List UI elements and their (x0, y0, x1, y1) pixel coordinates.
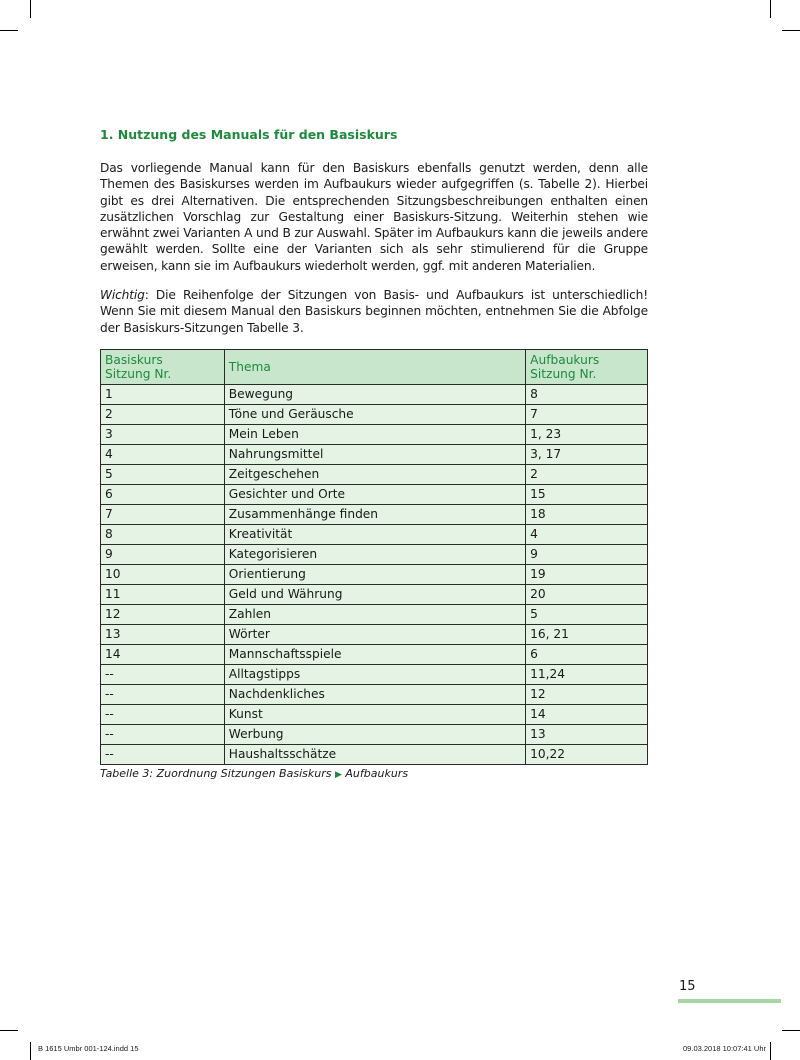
cell-aufbaukurs-nr: 6 (526, 645, 648, 665)
header-thema: Thema (224, 350, 525, 385)
cell-aufbaukurs-nr: 10,22 (526, 745, 648, 765)
table-row (101, 485, 648, 505)
cell-thema: Kategorisieren (224, 545, 525, 565)
important-label: Wichtig (100, 288, 145, 302)
cell-aufbaukurs-nr: 1, 23 (526, 425, 648, 445)
cell-aufbaukurs-nr: 19 (526, 565, 648, 585)
cell-basiskurs-nr: -- (101, 685, 225, 705)
cell-thema: Wörter (224, 625, 525, 645)
cell-basiskurs-nr: -- (101, 665, 225, 685)
cell-basiskurs-nr: 2 (101, 405, 225, 425)
table-row (101, 405, 648, 425)
session-mapping-table (100, 349, 648, 765)
crop-mark (0, 30, 18, 31)
table-row (101, 625, 648, 645)
table-header-row (101, 350, 648, 385)
table-row (101, 585, 648, 605)
header-aufbaukurs: Aufbaukurs Sitzung Nr. (526, 350, 648, 385)
table-row (101, 385, 648, 405)
cell-aufbaukurs-nr: 20 (526, 585, 648, 605)
cell-aufbaukurs-nr: 9 (526, 545, 648, 565)
cell-thema: Zusammenhänge finden (224, 505, 525, 525)
table-row (101, 725, 648, 745)
cell-thema: Gesichter und Orte (224, 485, 525, 505)
page-number: 15 (679, 979, 696, 994)
cell-aufbaukurs-nr: 5 (526, 605, 648, 625)
cell-aufbaukurs-nr: 14 (526, 705, 648, 725)
table-caption: Tabelle 3: Zuordnung Sitzungen Basiskurs ▶ Aufbaukurs (100, 767, 409, 780)
cell-basiskurs-nr: 10 (101, 565, 225, 585)
cell-aufbaukurs-nr: 7 (526, 405, 648, 425)
cell-basiskurs-nr: -- (101, 705, 225, 725)
table-row (101, 605, 648, 625)
crop-mark (30, 0, 31, 18)
cell-aufbaukurs-nr: 16, 21 (526, 625, 648, 645)
cell-thema: Haushaltsschätze (224, 745, 525, 765)
cell-aufbaukurs-nr: 3, 17 (526, 445, 648, 465)
section-heading: 1. Nutzung des Manuals für den Basiskurs (100, 127, 398, 142)
crop-mark (770, 0, 771, 18)
cell-thema: Mannschaftsspiele (224, 645, 525, 665)
cell-basiskurs-nr: 8 (101, 525, 225, 545)
cell-thema: Kunst (224, 705, 525, 725)
cell-basiskurs-nr: 9 (101, 545, 225, 565)
table-row (101, 645, 648, 665)
slug-file-info: B 1615 Umbr 001-124.indd 15 (38, 1044, 139, 1053)
cell-thema: Bewegung (224, 385, 525, 405)
important-paragraph (100, 287, 648, 336)
table-row (101, 565, 648, 585)
cell-basiskurs-nr: 1 (101, 385, 225, 405)
cell-basiskurs-nr: 6 (101, 485, 225, 505)
cell-thema: Nahrungsmittel (224, 445, 525, 465)
table-row (101, 705, 648, 725)
cell-basiskurs-nr: -- (101, 745, 225, 765)
cell-thema: Zahlen (224, 605, 525, 625)
cell-aufbaukurs-nr: 2 (526, 465, 648, 485)
table-row (101, 685, 648, 705)
cell-basiskurs-nr: -- (101, 725, 225, 745)
cell-thema: Orientierung (224, 565, 525, 585)
crop-mark (782, 1030, 800, 1031)
cell-thema: Mein Leben (224, 425, 525, 445)
table-row (101, 505, 648, 525)
important-text: : Die Reihenfolge der Sitzungen von Basis- und Aufbaukurs ist unterschiedlich! Wenn Sie mit diesem Manual den Basiskurs beginnen möchten, entnehmen Sie die Abfolge der Basiskurs-Sitzungen Tabelle 3. (100, 288, 648, 335)
cell-basiskurs-nr: 4 (101, 445, 225, 465)
page-number-bar (678, 999, 781, 1003)
crop-mark (0, 1030, 18, 1031)
cell-basiskurs-nr: 7 (101, 505, 225, 525)
table-row (101, 525, 648, 545)
cell-aufbaukurs-nr: 8 (526, 385, 648, 405)
table-row (101, 425, 648, 445)
table-row (101, 745, 648, 765)
table-row (101, 665, 648, 685)
cell-basiskurs-nr: 12 (101, 605, 225, 625)
cell-aufbaukurs-nr: 12 (526, 685, 648, 705)
table-body (101, 385, 648, 765)
cell-aufbaukurs-nr: 11,24 (526, 665, 648, 685)
crop-mark (770, 1042, 771, 1060)
cell-basiskurs-nr: 13 (101, 625, 225, 645)
header-basiskurs: Basiskurs Sitzung Nr. (101, 350, 225, 385)
cell-basiskurs-nr: 14 (101, 645, 225, 665)
cell-thema: Alltagstipps (224, 665, 525, 685)
cell-aufbaukurs-nr: 4 (526, 525, 648, 545)
cell-thema: Kreativität (224, 525, 525, 545)
cell-thema: Werbung (224, 725, 525, 745)
table-row (101, 545, 648, 565)
cell-aufbaukurs-nr: 13 (526, 725, 648, 745)
triangle-arrow-icon: ▶ (334, 770, 342, 780)
cell-thema: Nachdenkliches (224, 685, 525, 705)
cell-thema: Töne und Geräusche (224, 405, 525, 425)
table-row (101, 465, 648, 485)
cell-basiskurs-nr: 3 (101, 425, 225, 445)
cell-basiskurs-nr: 11 (101, 585, 225, 605)
cell-basiskurs-nr: 5 (101, 465, 225, 485)
cell-aufbaukurs-nr: 18 (526, 505, 648, 525)
cell-thema: Zeitgeschehen (224, 465, 525, 485)
cell-thema: Geld und Währung (224, 585, 525, 605)
table-row (101, 445, 648, 465)
intro-paragraph: Das vorliegende Manual kann für den Basiskurs ebenfalls genutzt werden, denn alle Themen des Basiskurses werden im Aufbaukurs wieder aufgegriffen (s. Tabelle 2). Hierbei gibt es drei Alternativen. Die entsprechenden Sitzungsbeschreibungen enthalten einen zusätzlichen Vorschlag zur Gestaltung einer Basiskurs-Sitzung. Weiterhin stehen wie erwähnt zwei Varianten A und B zur Auswahl. Später im Aufbaukurs kann die jeweils andere gewählt werden. Sollte eine der Varianten sich als sehr stimulierend für die Gruppe erweisen, kann sie im Aufbaukurs wiederholt werden, ggf. mit anderen Materialien. (100, 161, 648, 273)
crop-mark (782, 30, 800, 31)
slug-timestamp: 09.03.2018 10:07:41 Uhr (683, 1044, 766, 1053)
cell-aufbaukurs-nr: 15 (526, 485, 648, 505)
crop-mark (30, 1042, 31, 1060)
